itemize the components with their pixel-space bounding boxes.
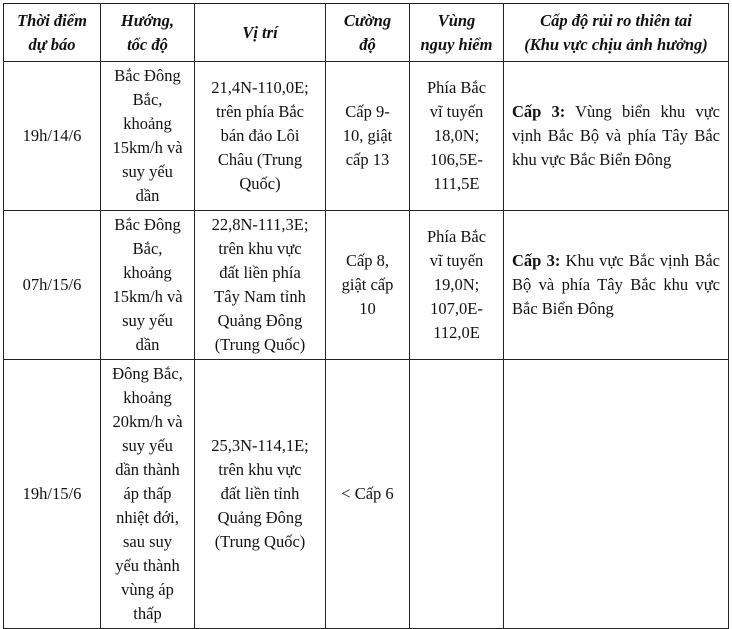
cell-time: 07h/15/6 — [4, 211, 101, 360]
forecast-table — [3, 3, 729, 629]
risk-level-label: Cấp 3: — [512, 102, 566, 121]
header-danger-zone: Vùng nguy hiểm — [410, 4, 504, 62]
cell-position: 21,4N-110,0E; trên phía Bắc bán đảo Lôi Châu (Trung Quốc) — [195, 62, 326, 211]
table-header-row — [4, 4, 729, 62]
cell-intensity: < Cấp 6 — [326, 360, 410, 629]
cell-risk-level — [504, 62, 729, 211]
header-position: Vị trí — [195, 4, 326, 62]
header-intensity: Cường độ — [326, 4, 410, 62]
table-row — [4, 360, 729, 629]
risk-area-text: Vùng biển khu vực vịnh Bắc Bộ và phía Tây Bắc khu vực Bắc Biển Đông — [512, 102, 720, 169]
cell-direction: Bắc Đông Bắc, khoảng 15km/h và suy yếu dần — [101, 211, 195, 360]
cell-position: 25,3N-114,1E; trên khu vực đất liền tỉnh Quảng Đông (Trung Quốc) — [195, 360, 326, 629]
cell-time: 19h/14/6 — [4, 62, 101, 211]
header-risk-level: Cấp độ rủi ro thiên tai (Khu vực chịu ảnh hưởng) — [504, 4, 729, 62]
cell-time: 19h/15/6 — [4, 360, 101, 629]
cell-risk-level — [504, 211, 729, 360]
table-row — [4, 211, 729, 360]
cell-position: 22,8N-111,3E; trên khu vực đất liền phía Tây Nam tỉnh Quảng Đông (Trung Quốc) — [195, 211, 326, 360]
risk-area-text: Khu vực Bắc vịnh Bắc Bộ và phía Tây Bắc khu vực Bắc Biển Đông — [512, 251, 720, 318]
cell-intensity: Cấp 8, giật cấp 10 — [326, 211, 410, 360]
cell-direction: Đông Bắc, khoảng 20km/h và suy yếu dần thành áp thấp nhiệt đới, sau suy yếu thành vùng áp thấp — [101, 360, 195, 629]
cell-danger-zone: Phía Bắc vĩ tuyến 18,0N; 106,5E- 111,5E — [410, 62, 504, 211]
cell-intensity: Cấp 9- 10, giật cấp 13 — [326, 62, 410, 211]
cell-direction: Bắc Đông Bắc, khoảng 15km/h và suy yếu dần — [101, 62, 195, 211]
header-direction-speed: Hướng, tốc độ — [101, 4, 195, 62]
cell-risk-level — [504, 360, 729, 629]
cell-danger-zone — [410, 360, 504, 629]
header-forecast-time: Thời điểm dự báo — [4, 4, 101, 62]
risk-level-label: Cấp 3: — [512, 251, 561, 270]
table-row — [4, 62, 729, 211]
cell-danger-zone: Phía Bắc vĩ tuyến 19,0N; 107,0E- 112,0E — [410, 211, 504, 360]
